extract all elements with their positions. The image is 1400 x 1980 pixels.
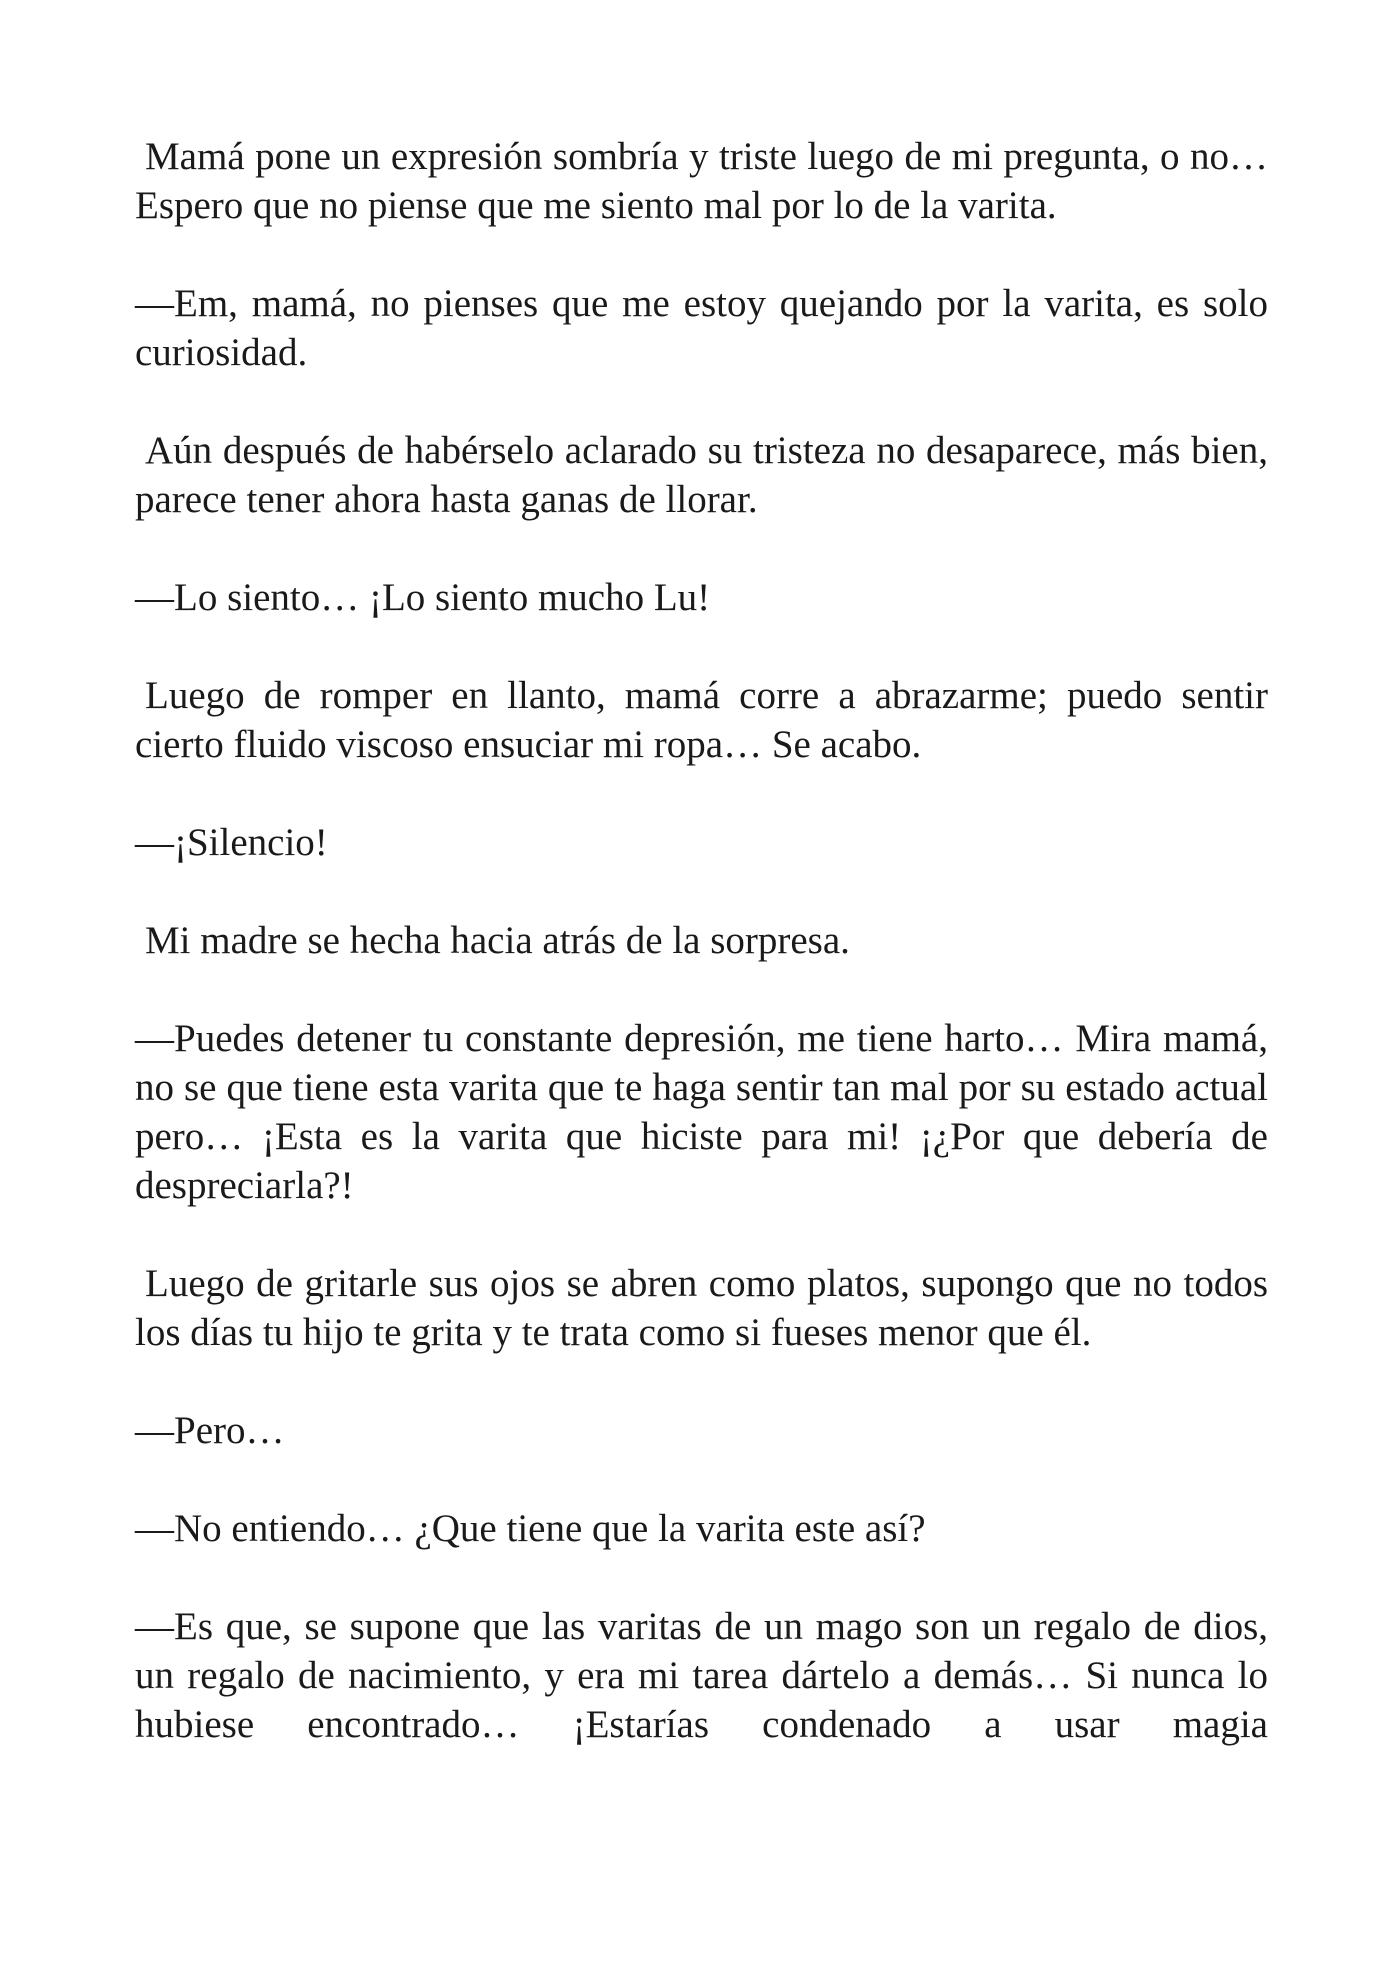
document-page — [135, 132, 1268, 1749]
narration-paragraph: Mamá pone un expresión sombría y triste luego de mi pregunta, o no… Espero que no piense que me siento mal por lo de la varita. — [135, 135, 1268, 227]
dialogue-paragraph: —Em, mamá, no pienses que me estoy quejando por la varita, es solo curiosidad. — [135, 282, 1268, 374]
narration-paragraph: Mi madre se hecha hacia atrás de la sorpresa. — [145, 919, 850, 962]
dialogue-paragraph: —Lo siento… ¡Lo siento mucho Lu! — [135, 576, 711, 619]
narration-paragraph: Luego de gritarle sus ojos se abren como platos, supongo que no todos los días tu hijo te grita y te trata como si fueses menor que él. — [135, 1262, 1268, 1354]
dialogue-paragraph: —Es que, se supone que las varitas de un mago son un regalo de dios, un regalo de nacimiento, y era mi tarea dártelo a demás… Si nunca lo hubiese encontrado… ¡Estarías condenado a usar magia — [135, 1605, 1268, 1746]
dialogue-paragraph: —Pero… — [135, 1409, 285, 1452]
dialogue-paragraph: —Puedes detener tu constante depresión, me tiene harto… Mira mamá, no se que tiene esta varita que te haga sentir tan mal por su estado actual pero… ¡Esta es la varita que hiciste para mi! ¡¿Por que debería de despreciarla?! — [135, 1017, 1268, 1207]
narration-paragraph: Luego de romper en llanto, mamá corre a abrazarme; puedo sentir cierto fluido viscoso ensuciar mi ropa… Se acabo. — [135, 674, 1268, 766]
dialogue-paragraph: —No entiendo… ¿Que tiene que la varita este así? — [135, 1507, 926, 1550]
dialogue-paragraph: —¡Silencio! — [135, 821, 328, 864]
narration-paragraph: Aún después de habérselo aclarado su tristeza no desaparece, más bien, parece tener ahora hasta ganas de llorar. — [135, 429, 1268, 521]
